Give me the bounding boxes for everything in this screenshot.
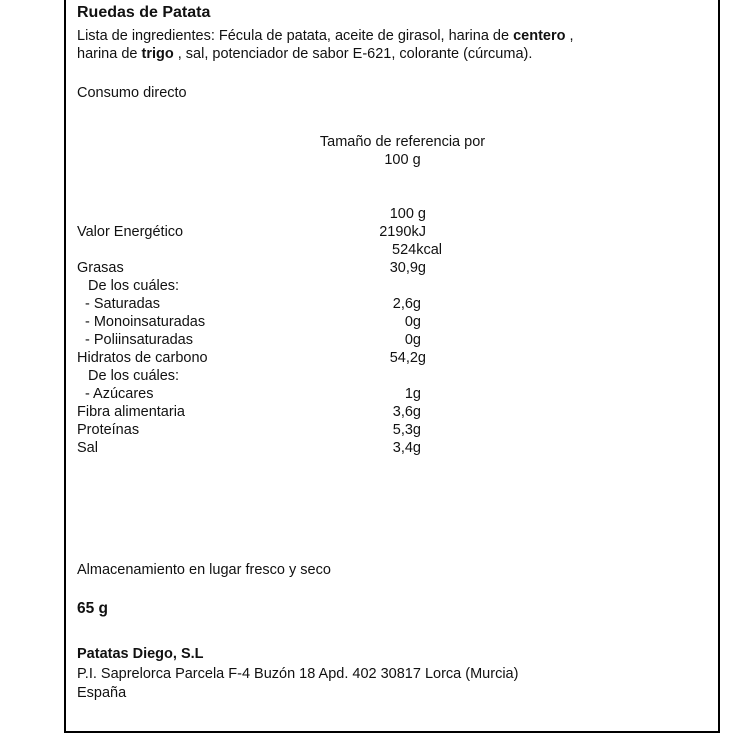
nutrient-label: - Azúcares — [85, 386, 154, 402]
ingredients-text: , — [565, 28, 574, 44]
energy-kj: 2190kJ — [379, 224, 426, 240]
nutrient-value: 1g — [404, 386, 421, 402]
ingredients-text: Lista de ingredientes: Fécula de patata, aceite de girasol, harina de — [77, 28, 514, 44]
reference-size-label: Tamaño de referencia por — [319, 134, 486, 150]
nutrient-label: Grasas — [77, 260, 124, 276]
manufacturer-address: P.I. Saprelorca Parcela F-4 Buzón 18 Apd. 402 30817 Lorca (Murcia) — [77, 666, 519, 682]
nutrient-value: 54,2g — [389, 350, 426, 366]
manufacturer-country: España — [77, 685, 127, 701]
ingredients-text: , sal, potenciador de sabor E-621, colorante (cúrcuma). — [173, 46, 533, 62]
nutrient-label: - Saturadas — [85, 296, 160, 312]
nutrient-sublabel: De los cuáles: — [88, 278, 180, 294]
nutrient-value: 0g — [404, 332, 421, 348]
net-weight: 65 g — [77, 600, 109, 617]
nutrient-sublabel: De los cuáles: — [88, 368, 180, 384]
nutrient-value: 5,3g — [392, 422, 421, 438]
allergen-centeno: centero — [513, 28, 566, 44]
nutrient-value: 3,4g — [392, 440, 421, 456]
allergen-trigo: trigo — [141, 46, 174, 62]
energy-kcal: 524kcal — [392, 242, 442, 258]
ingredients-line-1 — [77, 27, 574, 45]
manufacturer-name: Patatas Diego, S.L — [77, 646, 204, 662]
nutrient-label: Fibra alimentaria — [77, 404, 185, 420]
nutrient-value: 0g — [404, 314, 421, 330]
nutrient-value: 3,6g — [392, 404, 421, 420]
column-header: 100 g — [389, 206, 426, 222]
nutrient-label: - Poliinsaturadas — [85, 332, 193, 348]
nutrient-label: - Monoinsaturadas — [85, 314, 206, 330]
nutrient-label: Proteínas — [77, 422, 140, 438]
nutrient-value: 2,6g — [392, 296, 421, 312]
nutrient-label: Sal — [77, 440, 98, 456]
usage-instructions: Consumo directo — [77, 85, 187, 101]
product-title: Ruedas de Patata — [77, 4, 211, 21]
storage-instructions: Almacenamiento en lugar fresco y seco — [77, 562, 331, 578]
nutrient-value: 30,9g — [389, 260, 426, 276]
nutrient-label: Hidratos de carbono — [77, 350, 208, 366]
reference-size-amount: 100 g — [384, 152, 421, 168]
ingredients-line-2 — [77, 45, 532, 63]
ingredients-text: harina de — [77, 46, 142, 62]
energy-label: Valor Energético — [77, 224, 184, 240]
